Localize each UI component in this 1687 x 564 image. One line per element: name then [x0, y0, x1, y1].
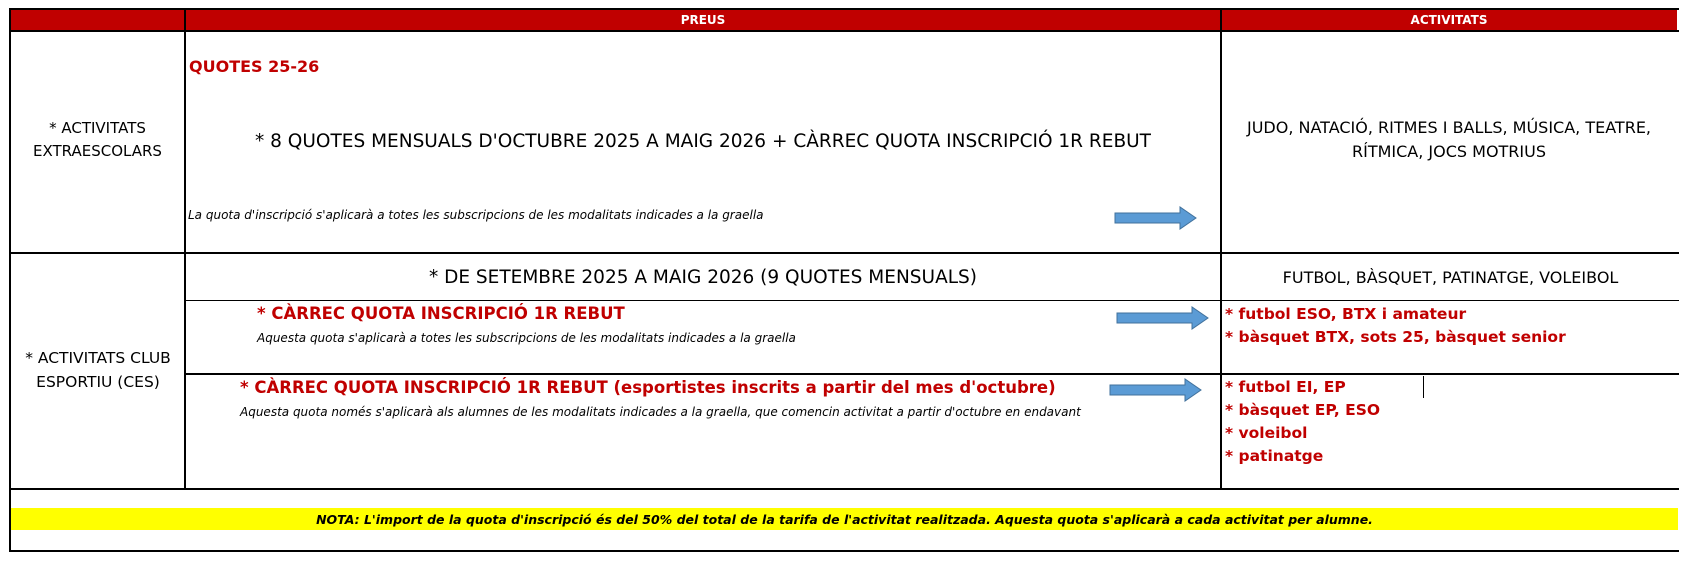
ces-row1-list [1225, 303, 1566, 349]
line-ces-period [184, 300, 1679, 301]
list-item: * futbol EI, EP [1225, 378, 1346, 396]
col-divider-2 [1220, 8, 1222, 490]
extraescolars-main-text: * 8 QUOTES MENSUALS D'OCTUBRE 2025 A MAIG 2026 + CÀRREC QUOTA INSCRIPCIÓ 1R REBUT [255, 130, 1151, 152]
extraescolars-activities: JUDO, NATACIÓ, RITMES I BALLS, MÚSICA, TEATRE, RÍTMICA, JOCS MOTRIUS [1246, 118, 1652, 161]
border-left [9, 8, 11, 552]
header-activitats: ACTIVITATS [1221, 9, 1677, 31]
ces-period: * DE SETEMBRE 2025 A MAIG 2026 (9 QUOTES MENSUALS) [428, 266, 978, 288]
ces-period-activities: FUTBOL, BÀSQUET, PATINATGE, VOLEIBOL [1282, 267, 1619, 287]
cursor-line [1423, 376, 1424, 398]
list-item: * patinatge [1225, 447, 1324, 465]
line-section-2 [9, 488, 1679, 490]
list-item: * futbol ESO, BTX i amateur [1225, 305, 1467, 323]
quotes-title: QUOTES 25-26 [189, 57, 320, 76]
arrow-right-icon [1116, 306, 1210, 330]
ces-row2-note: Aquesta quota només s'aplicarà als alumnes de les modalitats indicades a la graella, que comencin activitat a partir d'octubre en endavant [240, 405, 1081, 419]
header-preus: PREUS [185, 9, 1221, 31]
ces-row2-title: * CÀRREC QUOTA INSCRIPCIÓ 1R REBUT (esportistes inscrits a partir del mes d'octubre) [240, 378, 1056, 397]
extraescolars-note: La quota d'inscripció s'aplicarà a totes les subscripcions de les modalitats indicades a la graella [188, 208, 764, 222]
ces-row1-title: * CÀRREC QUOTA INSCRIPCIÓ 1R REBUT [257, 304, 625, 323]
col-divider-1 [184, 8, 186, 490]
ces-row1-note: Aquesta quota s'aplicarà a totes les subscripcions de les modalitats indicades a la graella [257, 331, 796, 345]
list-item: * voleibol [1225, 424, 1308, 442]
line-ces-row1 [184, 373, 1679, 375]
list-item: * bàsquet BTX, sots 25, bàsquet senior [1225, 328, 1566, 346]
border-top [9, 8, 1679, 10]
ces-label: * ACTIVITATS CLUB ESPORTIU (CES) [25, 349, 171, 391]
extraescolars-label: * ACTIVITATS EXTRAESCOLARS [33, 119, 162, 160]
line-header-bottom [9, 30, 1679, 32]
line-section-1 [9, 252, 1679, 254]
border-bottom [9, 550, 1679, 552]
header-left-blank [10, 9, 185, 31]
nota-text: NOTA: L'import de la quota d'inscripció és del 50% del total de la tarifa de l'activitat realitzada. Aquesta quota s'aplicarà a cada activitat per alumne. [316, 511, 1373, 527]
nota-banner [11, 508, 1678, 530]
arrow-right-icon [1114, 206, 1198, 230]
ces-row2-list [1225, 376, 1380, 468]
arrow-right-icon [1109, 378, 1203, 402]
list-item: * bàsquet EP, ESO [1225, 401, 1381, 419]
